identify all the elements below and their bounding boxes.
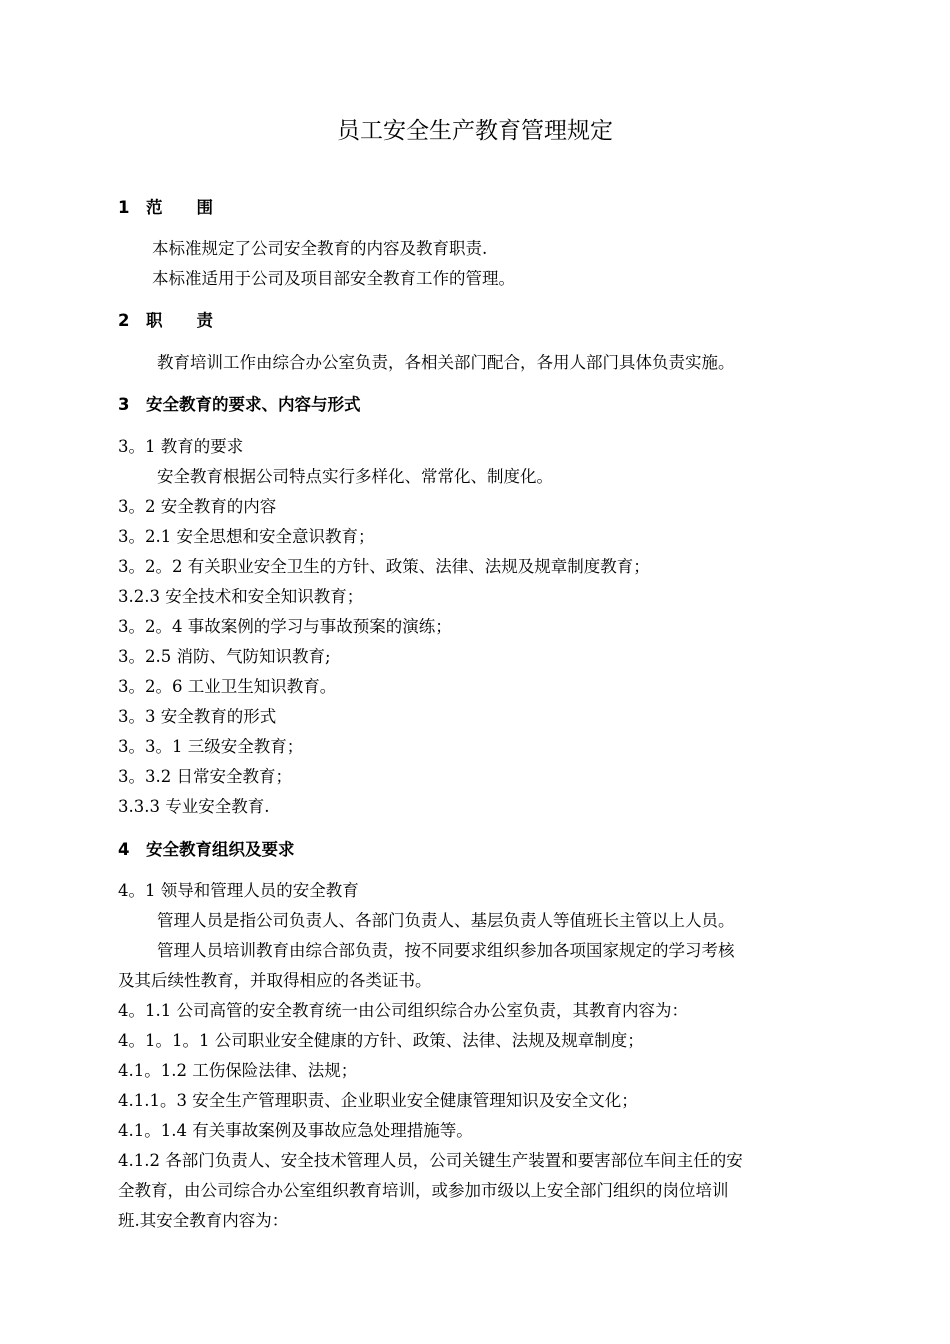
section-1-heading [118,196,213,220]
section-3-line: 3.2.3 安全技术和安全知识教育； [118,587,364,606]
section-2-title-b: 责 [196,311,213,330]
section-4-line: 4.1.1。3 安全生产管理职责、企业职业安全健康管理知识及安全文化； [118,1091,638,1110]
section-4-heading [118,838,295,862]
section-4-number: 4 [118,840,130,859]
section-3-line: 3。2。6 工业卫生知识教育。 [118,677,337,696]
section-4-line: 管理人员是指公司负责人、各部门负责人、基层负责人等值班长主管以上人员。 [157,911,735,930]
section-4-line: 管理人员培训教育由综合部负责，按不同要求组织参加各项国家规定的学习考核 [157,941,735,960]
section-1-title-a: 范 [146,198,163,217]
section-4-line: 全教育，由公司综合办公室组织教育培训，或参加市级以上安全部门组织的岗位培训 [118,1181,729,1200]
section-1-title-b: 围 [196,198,213,217]
section-3-line: 3。1 教育的要求 [118,437,244,456]
section-3-line: 3。3.2 日常安全教育； [118,767,292,786]
section-3-line: 安全教育根据公司特点实行多样化、常常化、制度化。 [157,467,553,486]
document-title: 员工安全生产教育管理规定 [337,118,613,144]
section-2-heading [118,309,213,333]
section-3-line: 3.3.3 专业安全教育. [118,797,270,816]
section-3-line: 3。2.5 消防、气防知识教育; [118,647,331,666]
section-4-line: 及其后续性教育，并取得相应的各类证书。 [118,971,432,990]
section-2-paragraph-1: 教育培训工作由综合办公室负责，各相关部门配合，各用人部门具体负责实施。 [157,353,735,372]
section-3-line: 3。2.1 安全思想和安全意识教育； [118,527,375,546]
section-3-line: 3。2。2 有关职业安全卫生的方针、政策、法律、法规及规章制度教育； [118,557,650,576]
section-3-title: 安全教育的要求、内容与形式 [146,395,361,414]
section-3-heading [118,393,361,417]
section-4-line: 4。1 领导和管理人员的安全教育 [118,881,359,900]
section-3-line: 3。2。4 事故案例的学习与事故预案的演练； [118,617,452,636]
section-2-title-a: 职 [146,311,163,330]
section-1-paragraph-1: 本标准规定了公司安全教育的内容及教育职责. [152,239,488,258]
section-3-number: 3 [118,395,130,414]
section-3-line: 3。3。1 三级安全教育； [118,737,304,756]
section-4-line: 4.1。1.4 有关事故案例及事故应急处理措施等。 [118,1121,473,1140]
section-4-line: 4。1.1 公司高管的安全教育统一由公司组织综合办公室负责，其教育内容为： [118,1001,688,1020]
section-4-line: 4.1。1.2 工伤保险法律、法规； [118,1061,358,1080]
section-1-paragraph-2: 本标准适用于公司及项目部安全教育工作的管理。 [152,269,515,288]
section-4-line: 4。1。1。1 公司职业安全健康的方针、政策、法律、法规及规章制度； [118,1031,644,1050]
section-4-line: 班.其安全教育内容为： [118,1211,289,1230]
section-3-line: 3。2 安全教育的内容 [118,497,277,516]
section-4-title: 安全教育组织及要求 [146,840,295,859]
section-3-line: 3。3 安全教育的形式 [118,707,277,726]
section-1-number: 1 [118,198,130,217]
section-4-line: 4.1.2 各部门负责人、安全技术管理人员，公司关键生产装置和要害部位车间主任的安 [118,1151,743,1170]
section-2-number: 2 [118,311,130,330]
